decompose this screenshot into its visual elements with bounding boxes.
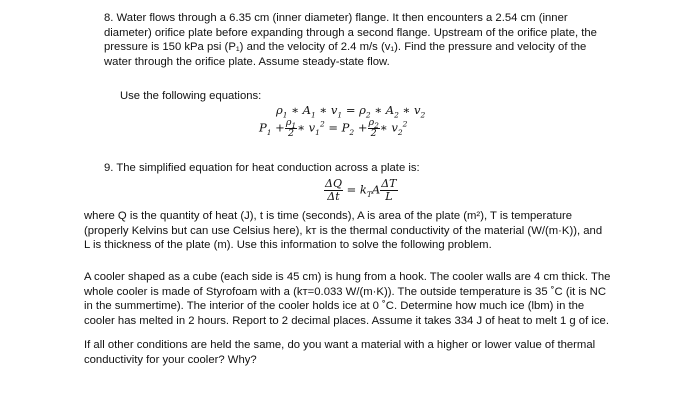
cooler-line: cooler has melted in 2 hours. Report to 2 decimal places. Assume it takes 334 J of heat to melt 1 g of ice. [84,314,609,327]
heat-conduction-equation: $\frac{\Delta Q}{\Delta t}$ = $k_TA$ $\frac{\Delta T}{L}$ [325,177,397,203]
definitions-line: L is thickness of the plate (m). Use this information to solve the following problem. [84,239,492,252]
bernoulli-equation: $P_1$ + $\frac{\rho_1}{2}$ ∗ $v_1^2 = P_2$ + $\frac{\rho_2}{2}$ ∗ $v_2^2$ [259,117,408,139]
definitions-line: where Q is the quantity of heat (J), t is time (seconds), A is area of the plate (m²), T is temperature [84,210,573,222]
problem-8-line: pressure is 150 kPa psi (P₁) and the velocity of 2.4 m/s (v₁). Find the pressure and velocity of the [104,41,587,54]
definitions-line: (properly Kelvins but can use Celsius here), kᴛ is the thermal conductivity of the material (W/(m·K)), and [84,224,603,237]
cooler-line: A cooler shaped as a cube (each side is 45 cm) is hung from a hook. The cooler walls are 4 cm thick. The [84,271,611,283]
problem-8-text [104,11,624,69]
definitions-text [84,209,624,253]
question-text [84,338,624,367]
problem-9-heading: 9. The simplified equation for heat conduction across a plate is: [104,162,420,174]
equations-intro: Use the following equations: [120,90,262,102]
problem-8-line: 8. Water flows through a 6.35 cm (inner diameter) flange. It then encounters a 2.54 cm (inner [104,12,568,24]
continuity-equation: $\rho_1$ ∗ $A_1$ ∗ $v_1 = \rho_2$ ∗ $A_2$ ∗ $v_2$ [276,103,426,120]
problem-8-line: diameter) orifice plate before expanding through a second flange. Upstream of the orifice plate, the [104,26,597,39]
question-line: conductivity for your cooler? Why? [84,353,257,366]
cooler-line: whole cooler is made of Styrofoam with a (kᴛ=0.033 W/(m·K)). The outside temperature is 35 ˚C (it is NC [84,285,606,298]
problem-8-line: water through the orifice plate. Assume steady-state flow. [104,55,390,68]
cooler-line: in the summertime). The interior of the cooler holds ice at 0 ˚C. Determine how much ice (lbm) in the [84,300,585,313]
cooler-problem-text [84,270,624,328]
question-line: If all other conditions are held the same, do you want a material with a higher or lower value of thermal [84,339,596,351]
